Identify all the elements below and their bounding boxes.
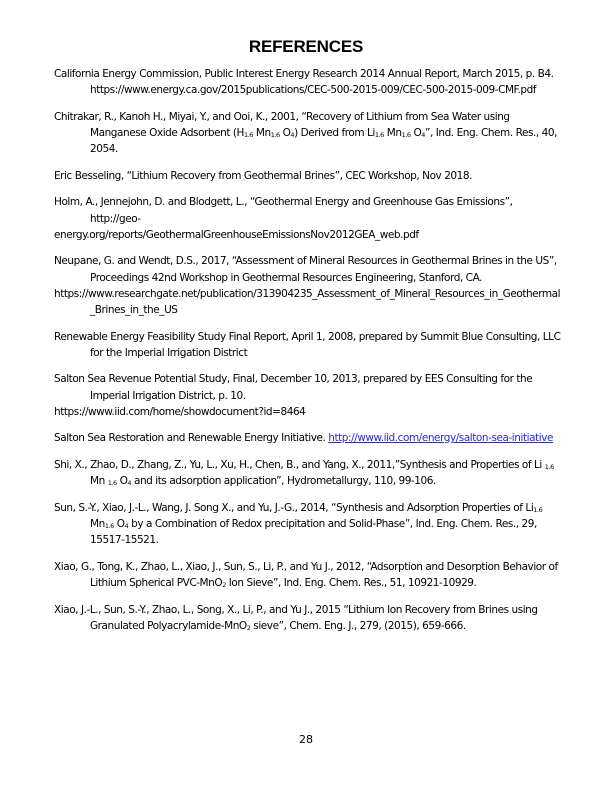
reference-item-holm xyxy=(54,194,564,243)
reference-item-chitrakar xyxy=(54,109,564,158)
reference-text: Mn xyxy=(383,127,402,139)
reference-text: Sun, S.-Y., Xiao, J.-L., Wang, J. Song X., and Yu, J.-G., 2014, “Synthesis and Adsorption Properties of Li xyxy=(54,501,534,514)
reference-item-renewable-feasibility xyxy=(54,329,564,361)
reference-item-neupane xyxy=(54,253,564,318)
subscript: 4 xyxy=(421,131,425,139)
reference-text: Chitrakar, R., Kanoh H., Miyai, Y., and Ooi, K., 2001, “Recovery of Lithium from Sea Water using Manganese Oxide Adsorbent (H xyxy=(54,110,510,139)
reference-url: https://www.iid.com/home/showdocument?id=8464 xyxy=(54,405,306,418)
subscript: 1.6 xyxy=(544,462,554,471)
reference-text: Eric Besseling, “Lithium Recovery from Geothermal Brines”, CEC Workshop, Nov 2018. xyxy=(54,169,473,182)
reference-text: Salton Sea Restoration and Renewable Energy Initiative. xyxy=(54,432,329,445)
subscript: 2 xyxy=(246,623,251,632)
reference-item-sun xyxy=(54,500,564,549)
reference-text: Holm, A., Jennejohn, D. and Blodgett, L., “Geothermal Energy and Greenhouse Gas Emissions”, http://geo- xyxy=(54,196,513,225)
subscript: 1.6 xyxy=(533,505,543,514)
reference-item-xiao-jl xyxy=(54,602,564,634)
reference-list xyxy=(54,66,564,644)
reference-text: Xiao, J.-L., Sun, S.-Y., Zhao, L., Song, X., Li, P., and Yu J., 2015 “Lithium Ion Recovery from Brines using Granulated Polyacrylamide-MnO xyxy=(54,603,538,632)
reference-text: sieve”, Chem. Eng. J., 279, (2015), 659-666. xyxy=(250,619,466,632)
reference-text: ) Derived from Li xyxy=(294,127,375,139)
subscript: 1.6 xyxy=(401,131,411,139)
subscript: 4 xyxy=(290,131,295,139)
subscript: 1.6 xyxy=(270,131,280,139)
subscript: 1.6 xyxy=(104,521,114,530)
reference-item-besseling xyxy=(54,168,564,184)
reference-item-salton-revenue xyxy=(54,371,564,420)
reference-item-shi xyxy=(54,457,564,489)
reference-text: ”, Ind. Eng. Chem. Res., 40, 2054. xyxy=(90,127,558,156)
reference-item-xiao-g xyxy=(54,559,564,591)
reference-text: Ion Sieve”, Ind. Eng. Chem. Res., 51, 10921-10929. xyxy=(225,576,477,589)
reference-text: Mn xyxy=(90,517,105,530)
subscript: 4 xyxy=(127,479,132,488)
reference-text: by a Combination of Redox precipitation and Solid-Phase”, Ind. Eng. Chem. Res., 29, 15517-15521. xyxy=(90,517,537,547)
page-number: 28 xyxy=(299,733,313,746)
reference-item-cec-annual-report xyxy=(54,66,564,98)
reference-text: and its adsorption application”, Hydrometallurgy, 110, 99-106. xyxy=(131,475,436,488)
reference-text: Shi, X., Zhao, D., Zhang, Z., Yu, L., Xu, H., Chen, B., and Yang, X., 2011,”Synthesis and Properties of Li xyxy=(54,458,545,471)
subscript: 1.6 xyxy=(374,131,384,139)
subscript: 1.6 xyxy=(107,479,117,488)
salton-sea-initiative-link[interactable]: http://www.iid.com/energy/salton-sea-initiative xyxy=(328,432,553,445)
reference-text: O xyxy=(410,127,422,139)
subscript: 2 xyxy=(222,580,226,589)
reference-text: Neupane, G. and Wendt, D.S., 2017, “Assessment of Mineral Resources in Geothermal Brines in the US”, Proceedings 42nd Workshop in Geothermal Resources Engineering, Stanford, CA. xyxy=(54,255,557,284)
reference-text: California Energy Commission, Public Interest Energy Research 2014 Annual Report, March 2015, p. B4. https://www.energy.ca.gov/2015publications/CEC-500-2015-009/CEC-500-2015-009-CMF.pdf xyxy=(54,68,554,97)
reference-text: O xyxy=(279,127,291,139)
reference-text: O xyxy=(116,475,128,488)
reference-text: Mn xyxy=(90,475,108,488)
reference-text: Renewable Energy Feasibility Study Final Report, April 1, 2008, prepared by Summit Blue Consulting, LLC for the Imperial Irrigation District xyxy=(54,330,561,359)
reference-url: https://www.researchgate.net/publication/313904235_Assessment_of_Mineral_Resources_in_Geothermal_Brines_in_the_US xyxy=(54,287,561,316)
reference-text: Salton Sea Revenue Potential Study, Final, December 10, 2013, prepared by EES Consulting for the Imperial Irrigation District, p. 10. xyxy=(54,373,533,402)
reference-url: energy.org/reports/GeothermalGreenhouseEmissionsNov2012GEA_web.pdf xyxy=(54,228,419,241)
reference-text: Xiao, G., Tong, K., Zhao, L., Xiao, J., Sun, S., Li, P., and Yu J., 2012, “Adsorption and Desorption Behavior of Lithium Spherical PVC-MnO xyxy=(54,560,558,589)
reference-item-salton-restoration xyxy=(54,430,564,446)
reference-text: O xyxy=(113,517,125,530)
reference-text: Mn xyxy=(253,127,271,139)
page-title: REFERENCES xyxy=(248,37,364,56)
subscript: 1.6 xyxy=(244,131,253,139)
subscript: 4 xyxy=(124,521,129,530)
